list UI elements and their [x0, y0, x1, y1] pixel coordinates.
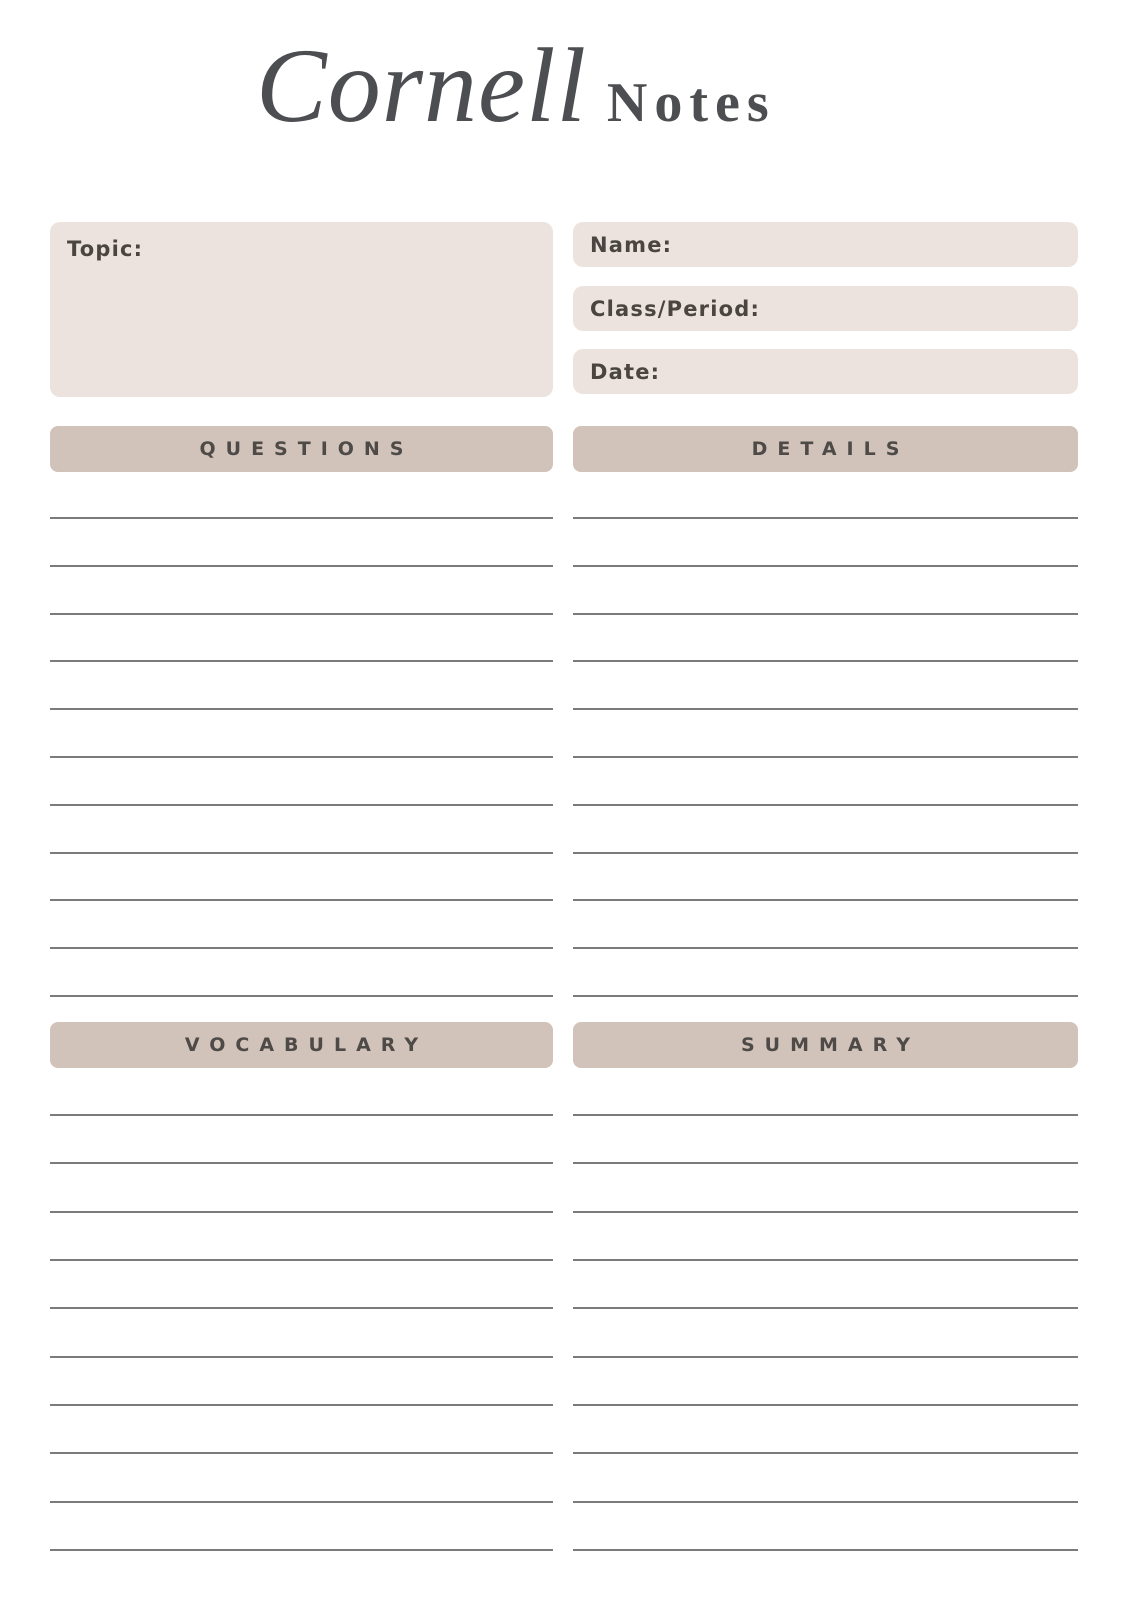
summary-header — [573, 1022, 1078, 1068]
ruled-line — [573, 1404, 1078, 1406]
ruled-line — [50, 517, 553, 519]
class-period-label: Class/Period: — [590, 296, 761, 321]
vocabulary-header — [50, 1022, 553, 1068]
ruled-line — [573, 1501, 1078, 1503]
ruled-line — [50, 1211, 553, 1213]
summary-lines-area[interactable] — [573, 1114, 1078, 1551]
details-header-label: DETAILS — [751, 438, 910, 460]
date-field[interactable] — [573, 349, 1078, 394]
ruled-line — [50, 708, 553, 710]
ruled-line — [50, 804, 553, 806]
ruled-line — [50, 1356, 553, 1358]
ruled-line — [50, 756, 553, 758]
page-title — [256, 14, 776, 157]
ruled-line — [50, 1162, 553, 1164]
questions-header — [50, 426, 553, 472]
title-serif-word: Notes — [606, 72, 776, 134]
ruled-line — [573, 756, 1078, 758]
ruled-line — [573, 565, 1078, 567]
ruled-line — [50, 1307, 553, 1309]
ruled-line — [573, 708, 1078, 710]
details-header — [573, 426, 1078, 472]
questions-header-label: QUESTIONS — [199, 438, 414, 460]
ruled-line — [573, 899, 1078, 901]
ruled-line — [573, 1211, 1078, 1213]
ruled-line — [573, 947, 1078, 949]
ruled-line — [50, 852, 553, 854]
summary-header-label: SUMMARY — [741, 1034, 920, 1056]
name-label: Name: — [590, 232, 673, 257]
ruled-line — [573, 660, 1078, 662]
ruled-line — [573, 1259, 1078, 1261]
vocabulary-lines-area[interactable] — [50, 1114, 553, 1551]
ruled-line — [50, 565, 553, 567]
ruled-line — [50, 613, 553, 615]
ruled-line — [50, 1452, 553, 1454]
ruled-line — [573, 1114, 1078, 1116]
ruled-line — [573, 517, 1078, 519]
ruled-line — [573, 1356, 1078, 1358]
ruled-line — [573, 852, 1078, 854]
ruled-line — [50, 1501, 553, 1503]
ruled-line — [573, 804, 1078, 806]
ruled-line — [50, 1259, 553, 1261]
topic-label: Topic: — [67, 237, 144, 261]
questions-lines-area[interactable] — [50, 517, 553, 997]
ruled-line — [50, 1549, 553, 1551]
title-script-word: Cornell — [256, 27, 587, 144]
class-period-field[interactable] — [573, 286, 1078, 331]
ruled-line — [50, 947, 553, 949]
ruled-line — [573, 1162, 1078, 1164]
date-label: Date: — [590, 359, 661, 384]
ruled-line — [50, 1404, 553, 1406]
ruled-line — [573, 995, 1078, 997]
ruled-line — [50, 995, 553, 997]
ruled-line — [50, 899, 553, 901]
ruled-line — [573, 1549, 1078, 1551]
details-lines-area[interactable] — [573, 517, 1078, 997]
ruled-line — [573, 1452, 1078, 1454]
vocabulary-header-label: VOCABULARY — [184, 1034, 429, 1056]
name-field[interactable] — [573, 222, 1078, 267]
ruled-line — [50, 660, 553, 662]
topic-field[interactable] — [50, 222, 553, 397]
ruled-line — [573, 1307, 1078, 1309]
ruled-line — [573, 613, 1078, 615]
ruled-line — [50, 1114, 553, 1116]
